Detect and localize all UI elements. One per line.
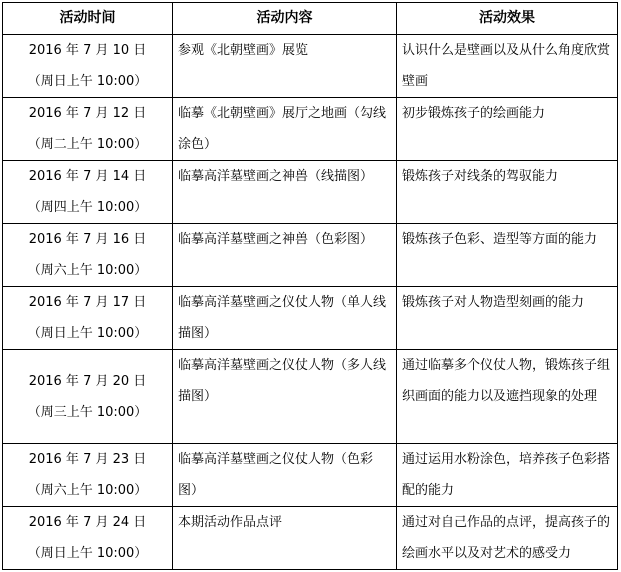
activity-time-cell — [3, 350, 173, 444]
activity-content-cell: 临摹高洋墓壁画之神兽（色彩图） — [173, 224, 397, 287]
activity-weekday: （周四上午 10:00） — [27, 200, 148, 215]
activity-content-cell: 本期活动作品点评 — [173, 507, 397, 570]
activity-effect-cell: 锻炼孩子色彩、造型等方面的能力 — [397, 224, 618, 287]
activity-effect-cell: 锻炼孩子对人物造型刻画的能力 — [397, 287, 618, 350]
table-header-row — [3, 3, 618, 35]
activity-weekday: （周日上午 10:00） — [27, 74, 148, 89]
activity-effect-cell: 认识什么是壁画以及从什么角度欣赏壁画 — [397, 35, 618, 98]
activity-weekday: （周三上午 10:00） — [27, 404, 148, 420]
activity-weekday: （周二上午 10:00） — [27, 137, 148, 152]
activity-date: 2016 年 7 月 20 日 — [28, 373, 147, 389]
activity-weekday: （周六上午 10:00） — [27, 263, 148, 278]
activity-time-cell — [3, 507, 173, 570]
activity-content-cell: 临摹《北朝壁画》展厅之地画（勾线涂色） — [173, 98, 397, 161]
activity-date: 2016 年 7 月 23 日 — [28, 452, 147, 467]
activity-time-cell — [3, 287, 173, 350]
activity-schedule-table — [2, 2, 618, 570]
activity-content-cell: 临摹高洋墓壁画之仪仗人物（单人线描图） — [173, 287, 397, 350]
activity-effect-cell: 初步锻炼孩子的绘画能力 — [397, 98, 618, 161]
table-row — [3, 507, 618, 570]
activity-weekday: （周日上午 10:00） — [27, 326, 148, 341]
table-row — [3, 161, 618, 224]
table-row — [3, 350, 618, 444]
activity-date: 2016 年 7 月 24 日 — [28, 515, 147, 530]
activity-time-cell — [3, 98, 173, 161]
activity-date: 2016 年 7 月 14 日 — [28, 169, 147, 184]
activity-date: 2016 年 7 月 10 日 — [28, 43, 147, 58]
header-activity-content: 活动内容 — [173, 3, 397, 35]
activity-content-cell: 临摹高洋墓壁画之仪仗人物（多人线描图） — [173, 350, 397, 444]
activity-date: 2016 年 7 月 16 日 — [28, 232, 147, 247]
header-activity-time: 活动时间 — [3, 3, 173, 35]
activity-effect-cell: 锻炼孩子对线条的驾驭能力 — [397, 161, 618, 224]
activity-weekday: （周六上午 10:00） — [27, 483, 148, 498]
activity-content-cell: 临摹高洋墓壁画之仪仗人物（色彩图） — [173, 444, 397, 507]
table-row — [3, 444, 618, 507]
activity-effect-cell: 通过运用水粉涂色，培养孩子色彩搭配的能力 — [397, 444, 618, 507]
activity-effect-cell: 通过临摹多个仪仗人物，锻炼孩子组织画面的能力以及遮挡现象的处理 — [397, 350, 618, 444]
table-row — [3, 35, 618, 98]
activity-time-cell — [3, 224, 173, 287]
activity-time-cell — [3, 444, 173, 507]
activity-date: 2016 年 7 月 17 日 — [28, 295, 147, 310]
table-row — [3, 224, 618, 287]
activity-effect-cell: 通过对自己作品的点评，提高孩子的绘画水平以及对艺术的感受力 — [397, 507, 618, 570]
activity-time-cell — [3, 161, 173, 224]
header-activity-effect: 活动效果 — [397, 3, 618, 35]
activity-weekday: （周日上午 10:00） — [27, 546, 148, 561]
activity-time-cell — [3, 35, 173, 98]
activity-date: 2016 年 7 月 12 日 — [28, 106, 147, 121]
table-row — [3, 287, 618, 350]
activity-content-cell: 临摹高洋墓壁画之神兽（线描图） — [173, 161, 397, 224]
activity-content-cell: 参观《北朝壁画》展览 — [173, 35, 397, 98]
table-row — [3, 98, 618, 161]
